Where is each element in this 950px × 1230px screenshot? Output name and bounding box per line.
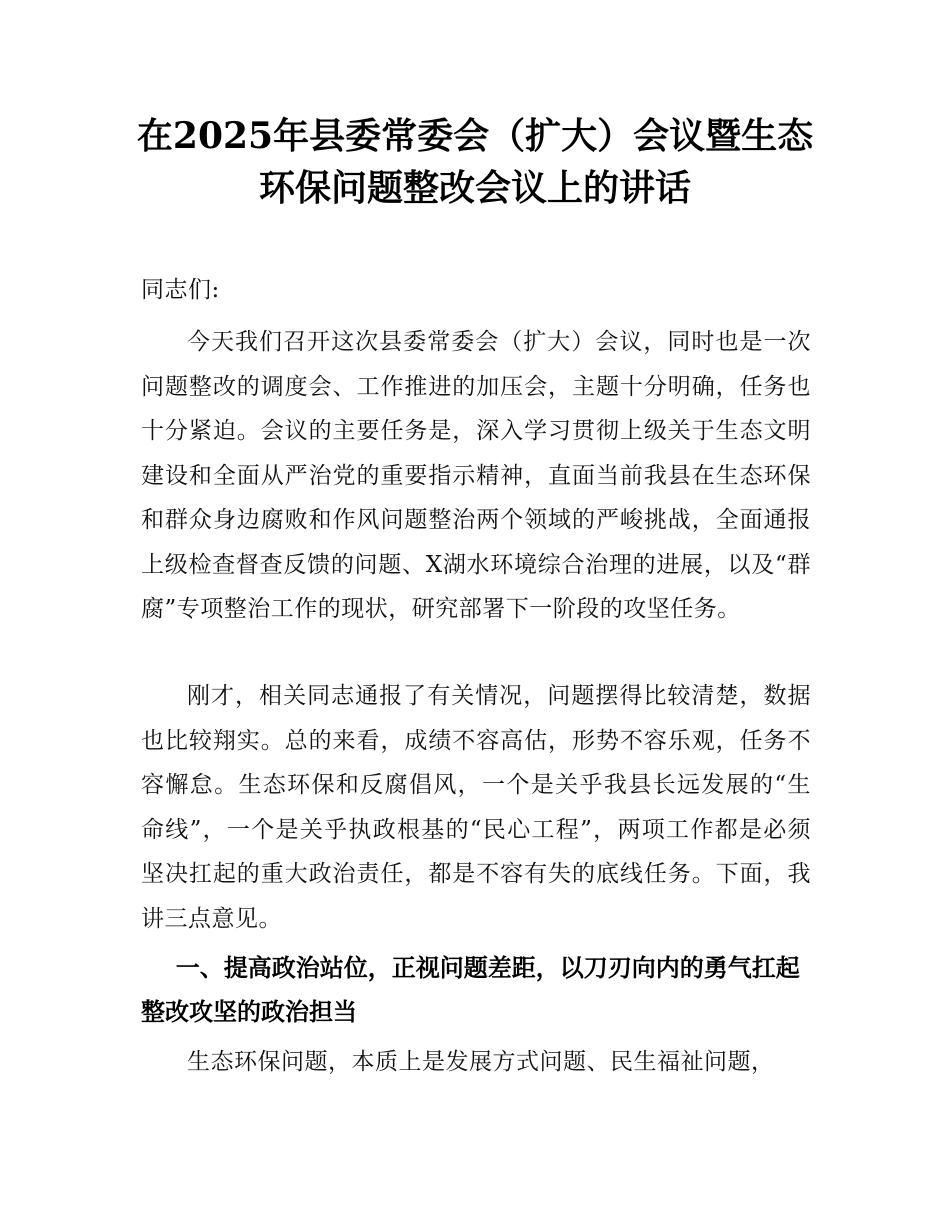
section-heading-1: 一、提高政治站位，正视问题差距，以刀刃向内的勇气扛起整改攻坚的政治担当: [141, 954, 800, 1026]
paragraph-overview: 刚才，相关同志通报了有关情况，问题摆得比较清楚，数据也比较翔实。总的来看，成绩不容高估，形势不容乐观，任务不容懈怠。生态环保和反腐倡风，一个是关乎我县长远发展的“生命线”，一个是关乎执政根基的“民心工程”，两项工作都是必须坚决扛起的重大政治责任，都是不容有失的底线任务。下面，我讲三点意见。: [141, 683, 811, 932]
paragraph-intro: 今天我们召开这次县委常委会（扩大）会议，同时也是一次问题整改的调度会、工作推进的加压会，主题十分明确，任务也十分紧迫。会议的主要任务是，深入学习贯彻上级关于生态文明建设和全面从严治党的重要指示精神，直面当前我县在生态环保和群众身边腐败和作风问题整治两个领域的严峻挑战，全面通报上级检查督查反馈的问题、X湖水环境综合治理的进展，以及“群腐”专项整治工作的现状，研究部署下一阶段的攻坚任务。: [141, 329, 811, 622]
section-paragraph-1: 生态环保问题，本质上是发展方式问题、民生福祉问题，: [187, 1049, 775, 1075]
salutation: 同志们:: [141, 277, 220, 303]
document-title: 在2025年县委常委会（扩大）会议暨生态环保问题整改会议上的讲话: [136, 115, 814, 209]
